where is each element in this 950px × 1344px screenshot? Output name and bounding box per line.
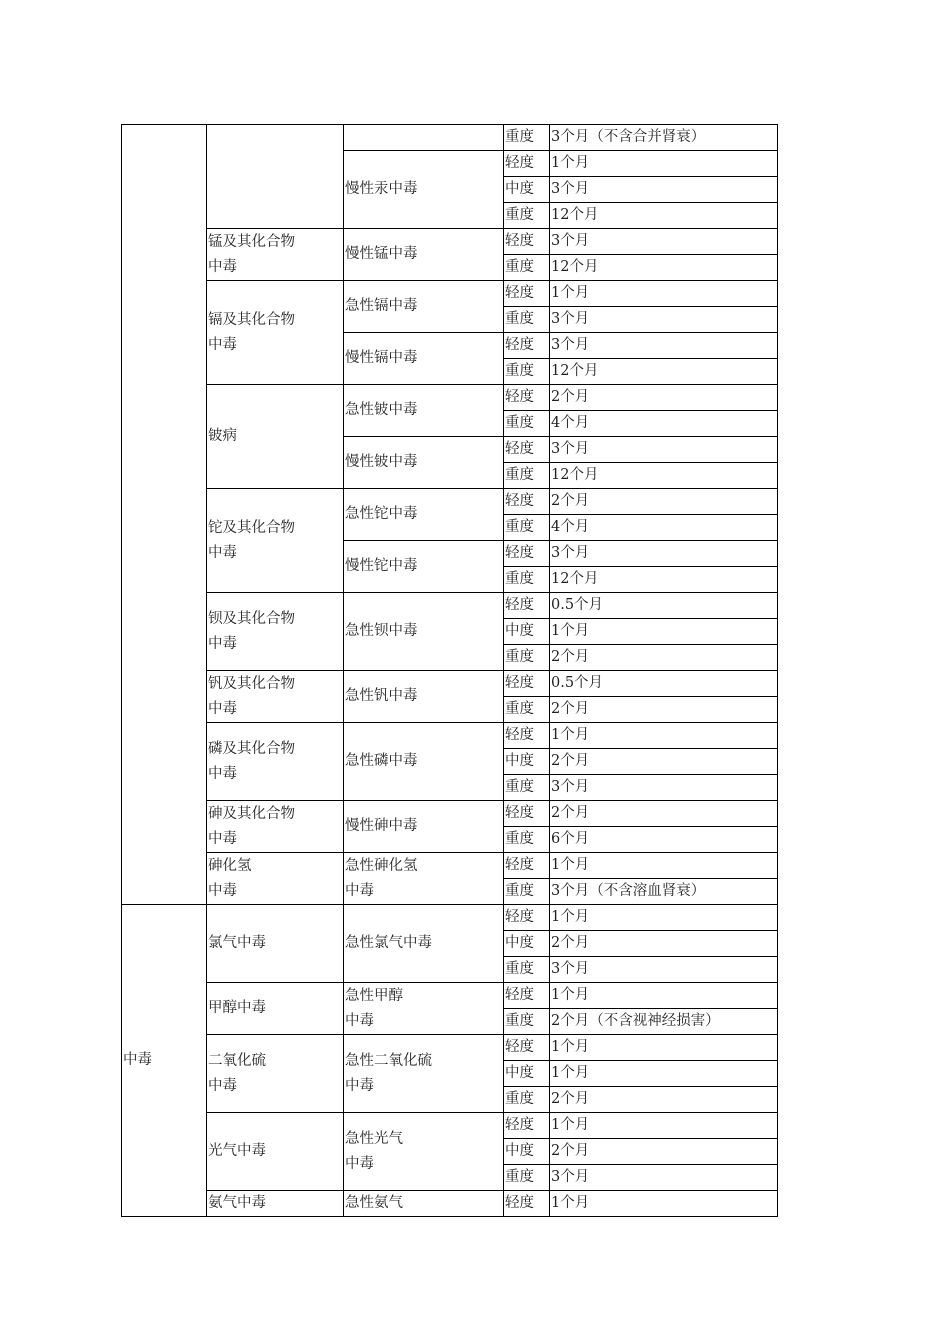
severity-cell: 中度 xyxy=(504,177,550,203)
treatment-period-table xyxy=(121,124,778,1217)
severity-cell: 重度 xyxy=(504,697,550,723)
disease-cell: 慢性镉中毒 xyxy=(344,333,504,385)
severity-cell: 轻度 xyxy=(504,853,550,879)
table-row xyxy=(122,671,778,697)
severity-cell: 轻度 xyxy=(504,1035,550,1061)
severity-cell: 轻度 xyxy=(504,385,550,411)
period-cell: 1个月 xyxy=(550,723,778,749)
period-cell: 1个月 xyxy=(550,619,778,645)
substance-cell: 磷及其化合物 中毒 xyxy=(207,723,344,801)
period-cell: 2个月 xyxy=(550,697,778,723)
period-cell: 6个月 xyxy=(550,827,778,853)
period-cell: 3个月 xyxy=(550,307,778,333)
substance-cell: 砷及其化合物 中毒 xyxy=(207,801,344,853)
table-row xyxy=(122,281,778,307)
disease-cell: 慢性汞中毒 xyxy=(344,151,504,229)
period-cell: 3个月（不含溶血肾衰） xyxy=(550,879,778,905)
severity-cell: 轻度 xyxy=(504,541,550,567)
severity-cell: 重度 xyxy=(504,411,550,437)
period-cell: 1个月 xyxy=(550,151,778,177)
substance-cell: 二氧化硫 中毒 xyxy=(207,1035,344,1113)
period-cell: 12个月 xyxy=(550,567,778,593)
period-cell: 1个月 xyxy=(550,1035,778,1061)
period-cell: 1个月 xyxy=(550,1061,778,1087)
severity-cell: 重度 xyxy=(504,359,550,385)
substance-cell: 钡及其化合物 中毒 xyxy=(207,593,344,671)
table-row xyxy=(122,489,778,515)
disease-cell: 急性甲醇 中毒 xyxy=(344,983,504,1035)
period-cell: 1个月 xyxy=(550,281,778,307)
period-cell: 2个月 xyxy=(550,1087,778,1113)
disease-cell: 急性铍中毒 xyxy=(344,385,504,437)
severity-cell: 中度 xyxy=(504,619,550,645)
period-cell: 3个月 xyxy=(550,1165,778,1191)
period-cell: 2个月 xyxy=(550,385,778,411)
severity-cell: 重度 xyxy=(504,645,550,671)
severity-cell: 重度 xyxy=(504,957,550,983)
table-row xyxy=(122,1191,778,1217)
period-cell: 2个月 xyxy=(550,931,778,957)
table-row xyxy=(122,385,778,411)
period-cell: 12个月 xyxy=(550,255,778,281)
disease-cell: 慢性铊中毒 xyxy=(344,541,504,593)
severity-cell: 重度 xyxy=(504,463,550,489)
disease-cell: 慢性铍中毒 xyxy=(344,437,504,489)
substance-cell: 氨气中毒 xyxy=(207,1191,344,1217)
severity-cell: 轻度 xyxy=(504,905,550,931)
disease-cell: 急性氨气 xyxy=(344,1191,504,1217)
severity-cell: 重度 xyxy=(504,255,550,281)
disease-cell: 急性二氧化硫 中毒 xyxy=(344,1035,504,1113)
severity-cell: 轻度 xyxy=(504,151,550,177)
severity-cell: 重度 xyxy=(504,125,550,151)
period-cell: 3个月 xyxy=(550,437,778,463)
period-cell: 3个月 xyxy=(550,229,778,255)
severity-cell: 轻度 xyxy=(504,1113,550,1139)
severity-cell: 中度 xyxy=(504,1061,550,1087)
severity-cell: 重度 xyxy=(504,827,550,853)
table-row xyxy=(122,853,778,879)
table-row xyxy=(122,1113,778,1139)
period-cell: 1个月 xyxy=(550,1113,778,1139)
severity-cell: 轻度 xyxy=(504,437,550,463)
category-cell-continued xyxy=(122,125,207,905)
severity-cell: 重度 xyxy=(504,307,550,333)
period-cell: 4个月 xyxy=(550,515,778,541)
disease-cell: 急性钒中毒 xyxy=(344,671,504,723)
table-row xyxy=(122,983,778,1009)
period-cell: 3个月 xyxy=(550,775,778,801)
severity-cell: 中度 xyxy=(504,1139,550,1165)
severity-cell: 轻度 xyxy=(504,281,550,307)
disease-cell: 急性光气 中毒 xyxy=(344,1113,504,1191)
substance-cell: 锰及其化合物 中毒 xyxy=(207,229,344,281)
period-cell: 12个月 xyxy=(550,463,778,489)
period-cell: 4个月 xyxy=(550,411,778,437)
severity-cell: 中度 xyxy=(504,931,550,957)
substance-cell: 铍病 xyxy=(207,385,344,489)
period-cell: 1个月 xyxy=(550,853,778,879)
period-cell: 0.5个月 xyxy=(550,671,778,697)
table-row xyxy=(122,801,778,827)
period-cell: 3个月 xyxy=(550,177,778,203)
period-cell: 3个月（不含合并肾衰） xyxy=(550,125,778,151)
disease-cell: 慢性锰中毒 xyxy=(344,229,504,281)
period-cell: 2个月 xyxy=(550,801,778,827)
severity-cell: 轻度 xyxy=(504,723,550,749)
period-cell: 2个月（不含视神经损害） xyxy=(550,1009,778,1035)
severity-cell: 轻度 xyxy=(504,489,550,515)
table-row xyxy=(122,905,778,931)
period-cell: 0.5个月 xyxy=(550,593,778,619)
period-cell: 2个月 xyxy=(550,1139,778,1165)
severity-cell: 轻度 xyxy=(504,1191,550,1217)
period-cell: 3个月 xyxy=(550,333,778,359)
substance-cell: 氯气中毒 xyxy=(207,905,344,983)
disease-cell xyxy=(344,125,504,151)
disease-cell: 急性镉中毒 xyxy=(344,281,504,333)
period-cell: 12个月 xyxy=(550,203,778,229)
severity-cell: 重度 xyxy=(504,203,550,229)
severity-cell: 轻度 xyxy=(504,593,550,619)
period-cell: 3个月 xyxy=(550,541,778,567)
severity-cell: 轻度 xyxy=(504,801,550,827)
disease-cell: 急性砷化氢 中毒 xyxy=(344,853,504,905)
substance-cell: 甲醇中毒 xyxy=(207,983,344,1035)
substance-cell: 铊及其化合物 中毒 xyxy=(207,489,344,593)
table-row xyxy=(122,229,778,255)
severity-cell: 轻度 xyxy=(504,229,550,255)
category-cell: 中毒 xyxy=(122,905,207,1217)
period-cell: 3个月 xyxy=(550,957,778,983)
period-cell: 2个月 xyxy=(550,749,778,775)
disease-cell: 急性铊中毒 xyxy=(344,489,504,541)
period-cell: 1个月 xyxy=(550,983,778,1009)
severity-cell: 重度 xyxy=(504,567,550,593)
period-cell: 1个月 xyxy=(550,905,778,931)
period-cell: 1个月 xyxy=(550,1191,778,1217)
table-row xyxy=(122,723,778,749)
substance-cell: 光气中毒 xyxy=(207,1113,344,1191)
table-row xyxy=(122,1035,778,1061)
severity-cell: 重度 xyxy=(504,879,550,905)
severity-cell: 重度 xyxy=(504,515,550,541)
disease-cell: 急性钡中毒 xyxy=(344,593,504,671)
disease-cell: 急性氯气中毒 xyxy=(344,905,504,983)
period-cell: 2个月 xyxy=(550,489,778,515)
severity-cell: 轻度 xyxy=(504,671,550,697)
table-row xyxy=(122,593,778,619)
severity-cell: 重度 xyxy=(504,775,550,801)
substance-cell: 砷化氢 中毒 xyxy=(207,853,344,905)
severity-cell: 重度 xyxy=(504,1087,550,1113)
period-cell: 12个月 xyxy=(550,359,778,385)
substance-cell: 镉及其化合物 中毒 xyxy=(207,281,344,385)
disease-cell: 急性磷中毒 xyxy=(344,723,504,801)
table-body xyxy=(122,125,778,1217)
disease-cell: 慢性砷中毒 xyxy=(344,801,504,853)
substance-cell xyxy=(207,125,344,229)
substance-cell: 钒及其化合物 中毒 xyxy=(207,671,344,723)
severity-cell: 轻度 xyxy=(504,333,550,359)
severity-cell: 轻度 xyxy=(504,983,550,1009)
severity-cell: 重度 xyxy=(504,1009,550,1035)
period-cell: 2个月 xyxy=(550,645,778,671)
table-row xyxy=(122,125,778,151)
severity-cell: 中度 xyxy=(504,749,550,775)
severity-cell: 重度 xyxy=(504,1165,550,1191)
